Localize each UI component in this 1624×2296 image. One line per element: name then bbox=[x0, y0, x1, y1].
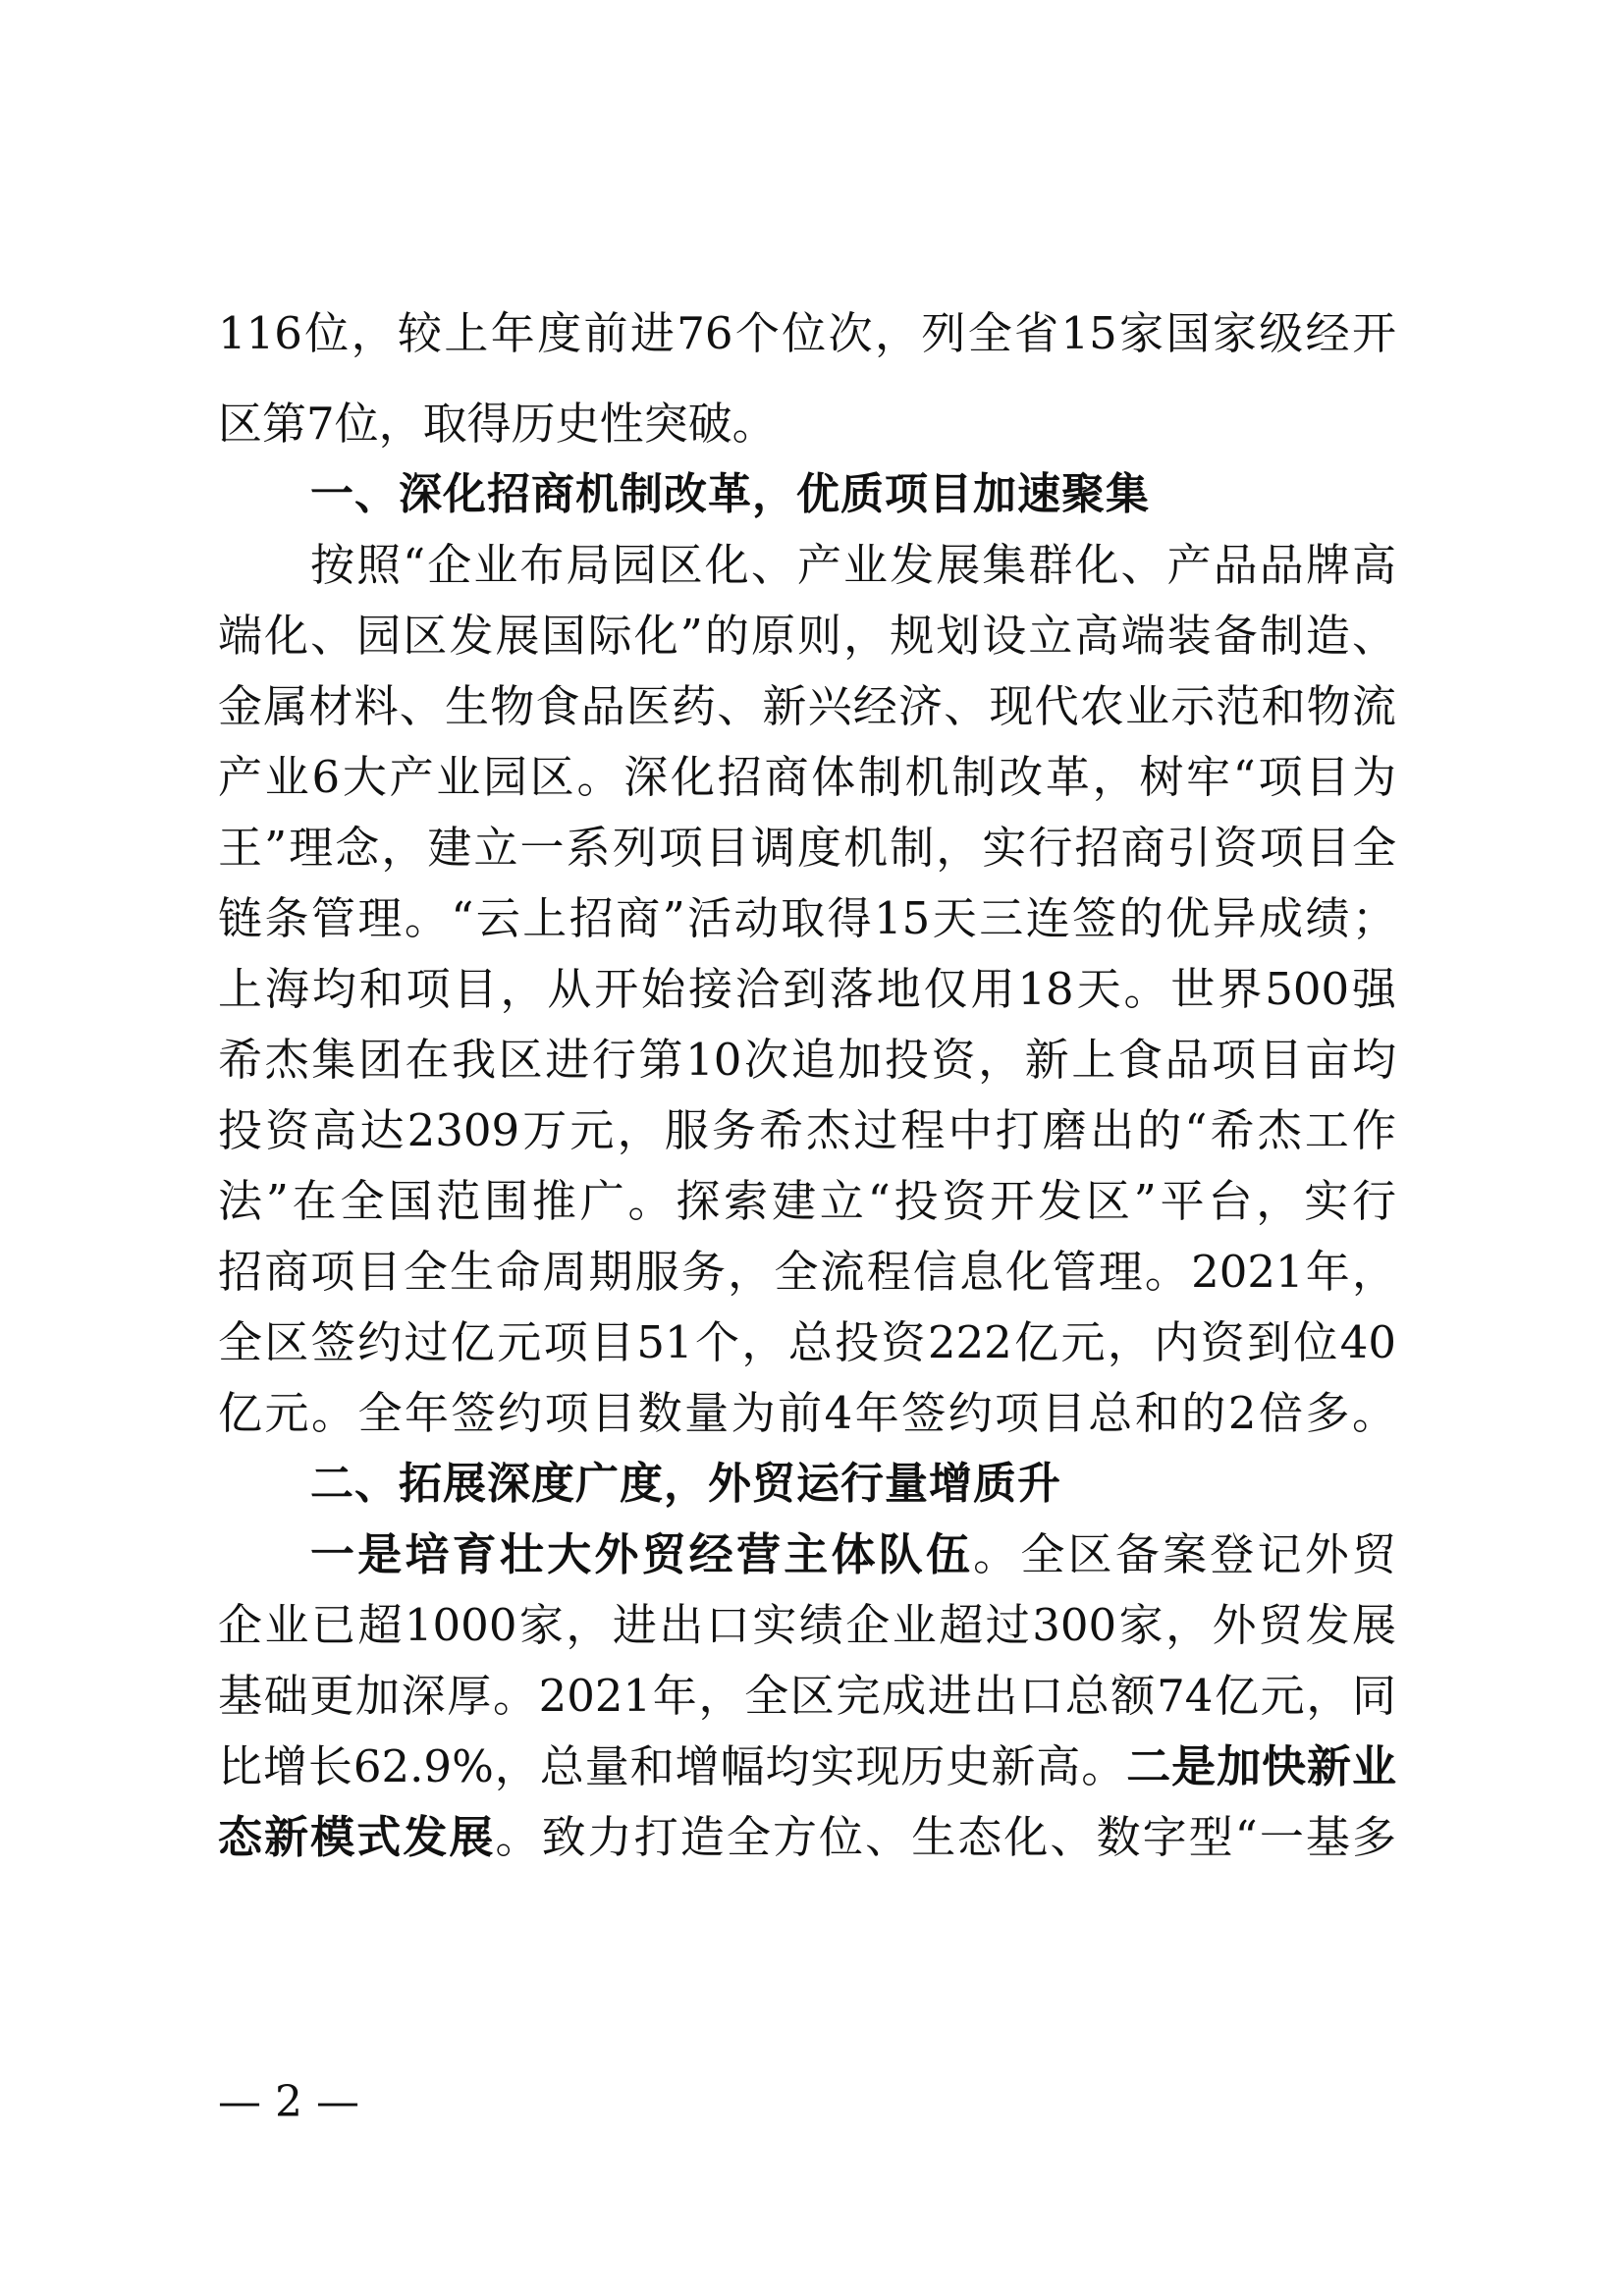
body-line: 金属材料、生物食品医药、新兴经济、现代农业示范和物流 bbox=[218, 680, 1396, 732]
body-line: 招商项目全生命周期服务，全流程信息化管理。2021年， bbox=[218, 1246, 1396, 1298]
body-line: 王”理念，建立一系列项目调度机制，实行招商引资项目全 bbox=[218, 822, 1396, 874]
body-text: 。全区备案登记外贸 bbox=[973, 1528, 1396, 1580]
body-line: 按照“企业布局园区化、产业发展集群化、产品品牌高 bbox=[310, 539, 1396, 591]
body-text: 比增长62.9%，总量和增幅均实现历史新高。 bbox=[218, 1740, 1127, 1792]
body-line: 希杰集团在我区进行第10次追加投资，新上食品项目亩均 bbox=[218, 1034, 1396, 1086]
body-line: 全区签约过亿元项目51个，总投资222亿元，内资到位40 bbox=[218, 1316, 1396, 1368]
body-line: 链条管理。“云上招商”活动取得15天三连签的优异成绩； bbox=[218, 892, 1396, 944]
body-line: 产业6大产业园区。深化招商体制机制改革，树牢“项目为 bbox=[218, 751, 1396, 803]
page-number: — 2 — bbox=[218, 2077, 359, 2127]
emphasis-text: 一是培育壮大外贸经营主体队伍 bbox=[310, 1528, 974, 1580]
body-text: 。致力打造全方位、生态化、数字型“一基多 bbox=[495, 1811, 1396, 1863]
body-line: 116位，较上年度前进76个位次，列全省15家国家级经开 bbox=[218, 307, 1396, 359]
section-heading-2: 二、拓展深度广度，外贸运行量增质升 bbox=[310, 1459, 1061, 1509]
body-line: 上海均和项目，从开始接洽到落地仅用18天。世界500强 bbox=[218, 963, 1396, 1015]
body-line: 投资高达2309万元，服务希杰过程中打磨出的“希杰工作 bbox=[218, 1104, 1396, 1156]
body-line: 区第7位，取得历史性突破。 bbox=[218, 398, 777, 450]
body-line: 企业已超1000家，进出口实绩企业超过300家，外贸发展 bbox=[218, 1599, 1396, 1651]
body-line: 法”在全国范围推广。探索建立“投资开发区”平台，实行 bbox=[218, 1175, 1396, 1227]
emphasis-text: 态新模式发展 bbox=[218, 1811, 496, 1863]
body-line bbox=[218, 1808, 1396, 1867]
section-heading-1: 一、深化招商机制改革，优质项目加速聚集 bbox=[310, 469, 1150, 519]
body-line bbox=[310, 1525, 1396, 1584]
body-line: 亿元。全年签约项目数量为前4年签约项目总和的2倍多。 bbox=[218, 1387, 1396, 1439]
emphasis-text: 二是加快新业 bbox=[1126, 1740, 1396, 1792]
body-line: 基础更加深厚。2021年，全区完成进出口总额74亿元，同 bbox=[218, 1670, 1396, 1722]
body-line: 端化、园区发展国际化”的原则，规划设立高端装备制造、 bbox=[218, 610, 1396, 662]
body-line bbox=[218, 1737, 1396, 1796]
